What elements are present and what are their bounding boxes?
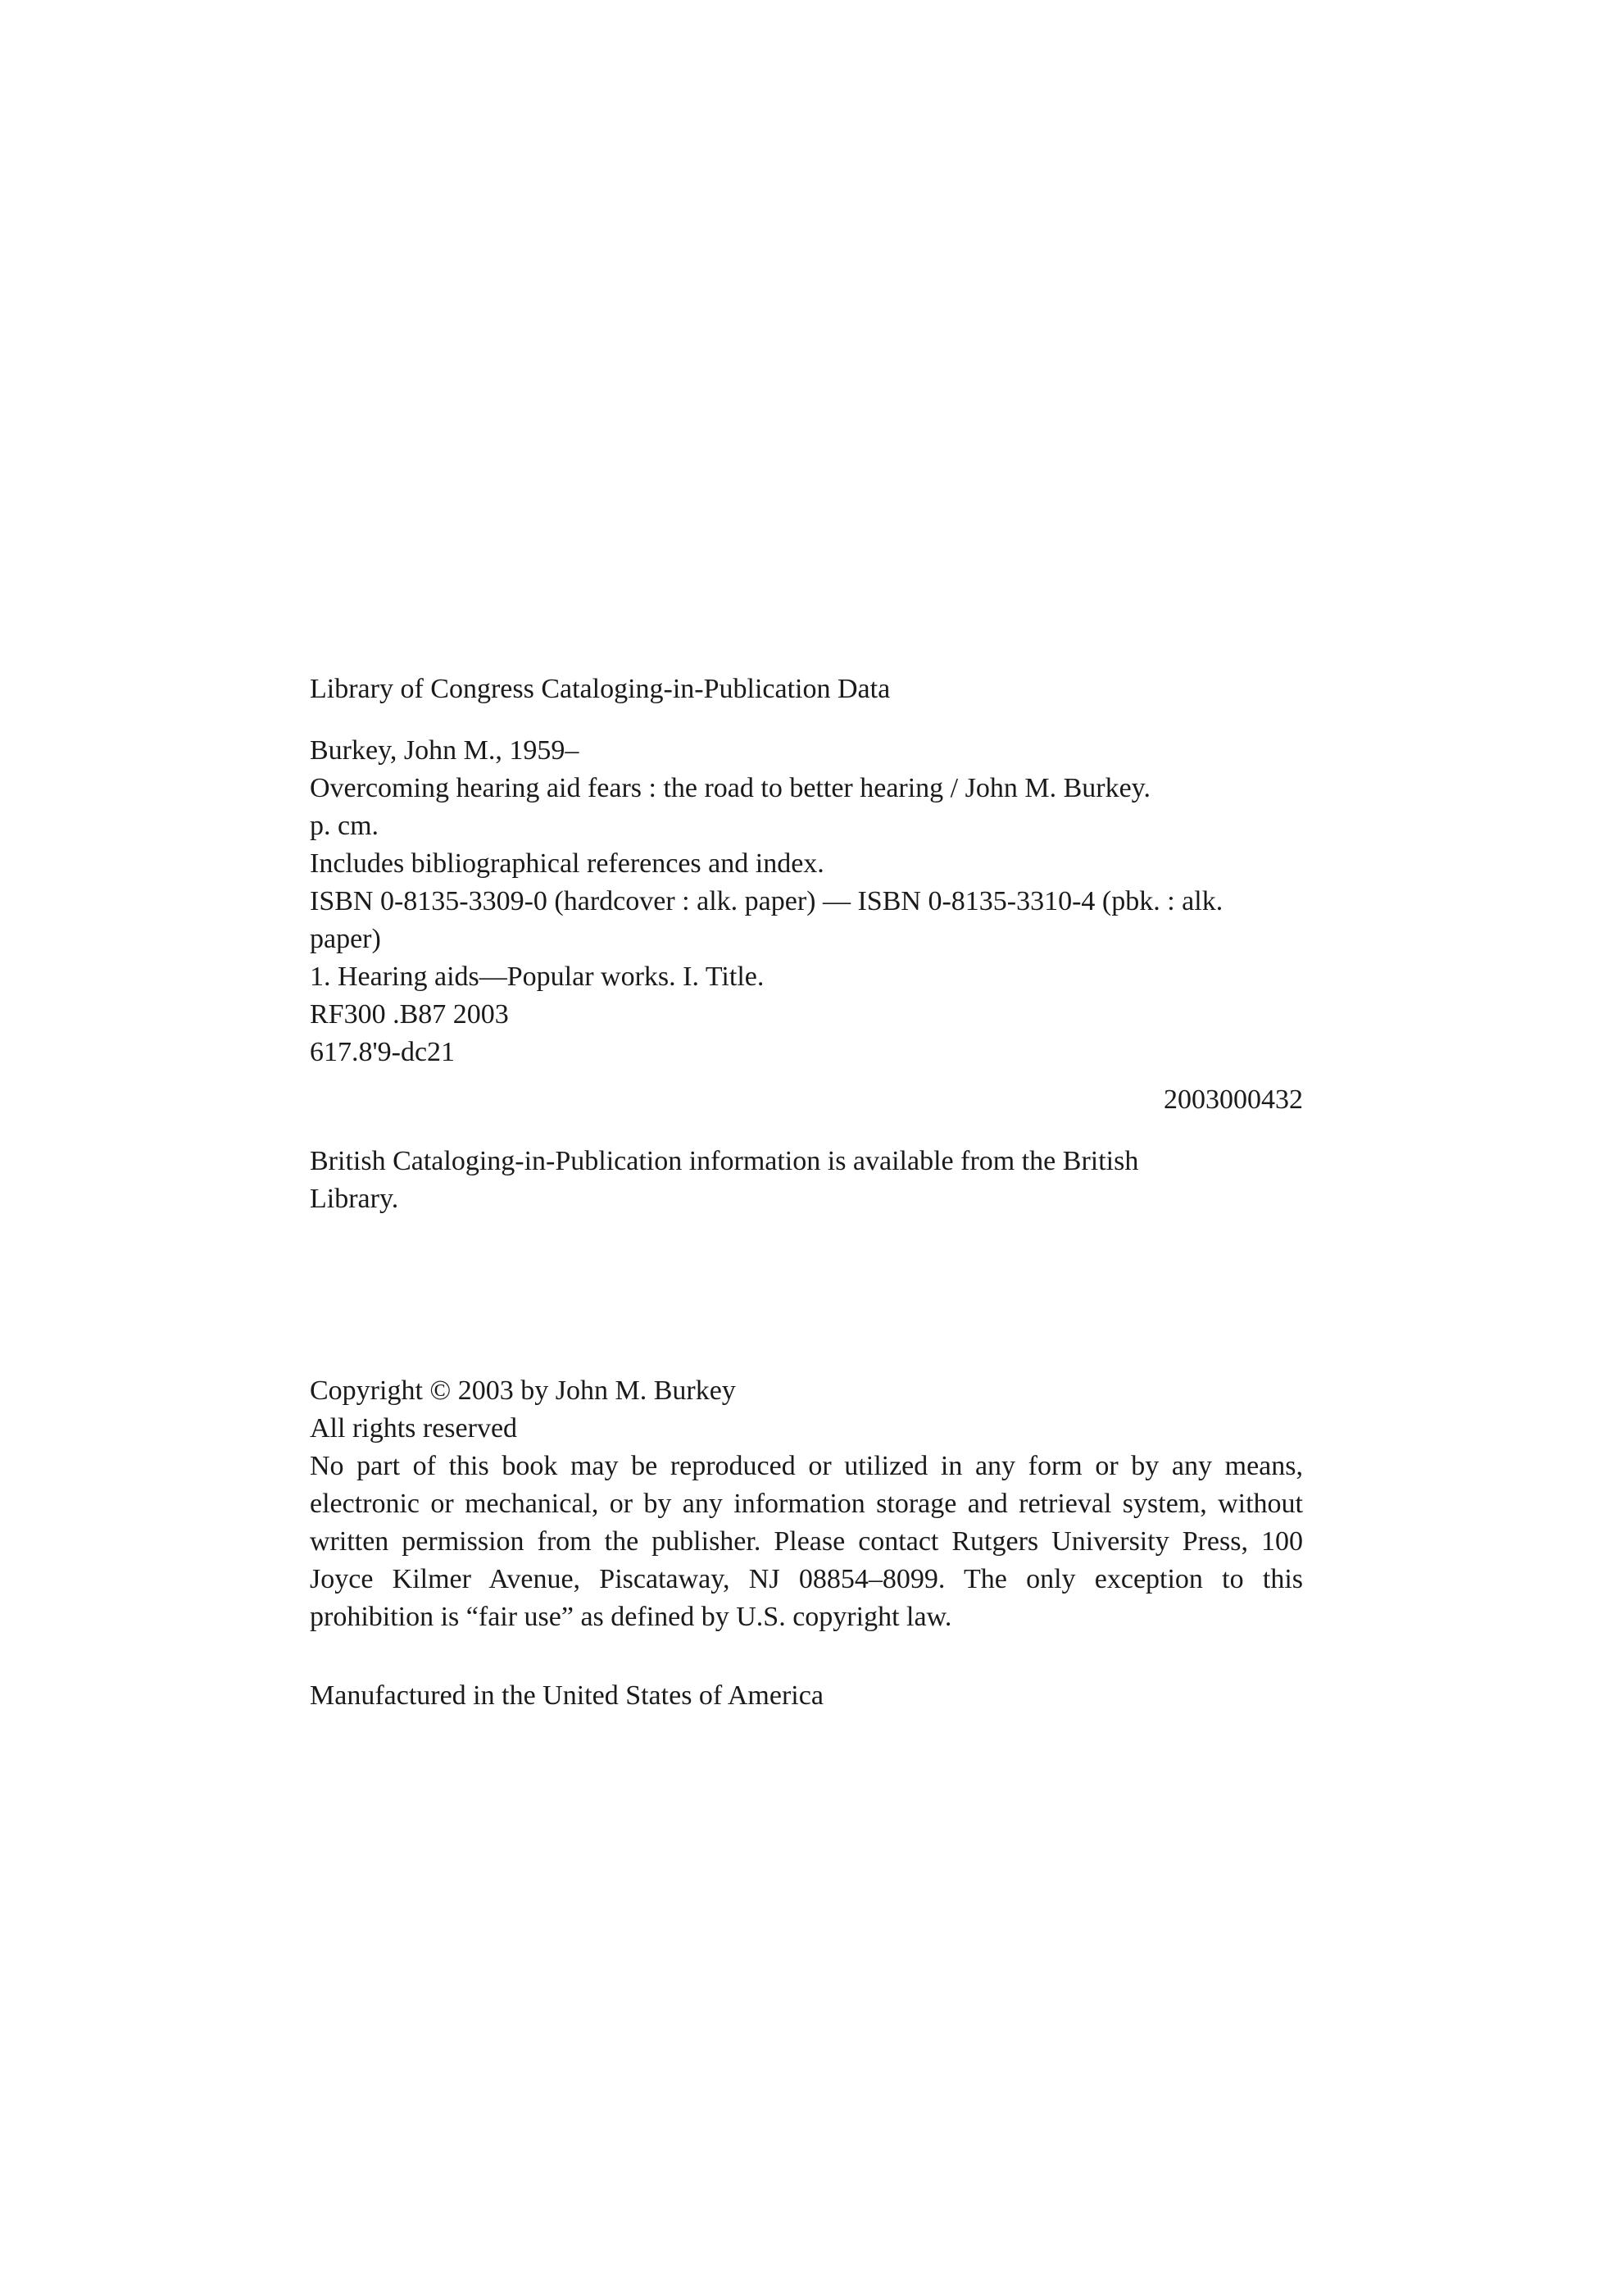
rights-reserved: All rights reserved	[310, 1413, 518, 1444]
cip-isbn: ISBN 0-8135-3309-0 (hardcover : alk. paper) — ISBN 0-8135-3310-4 (pbk. : alk.	[310, 886, 1223, 916]
cip-data-block	[310, 671, 1303, 1119]
cip-physical-description: p. cm.	[310, 811, 379, 841]
cip-lccn: 2003000432	[1164, 1084, 1303, 1115]
manufactured-note: Manufactured in the United States of America	[310, 1680, 824, 1711]
copyright-notice: Copyright © 2003 by John M. Burkey	[310, 1375, 736, 1406]
cip-title: Overcoming hearing aid fears : the road to better hearing / John M. Burkey.	[310, 773, 1151, 803]
cip-lc-classification: RF300 .B87 2003	[310, 999, 509, 1030]
british-cip-line: Library.	[310, 1184, 399, 1214]
cip-isbn-continued: paper)	[310, 924, 381, 954]
copyright-block	[310, 1372, 1303, 1636]
cip-dewey: 617.8'9-dc21	[310, 1037, 456, 1067]
copyright-statement: No part of this book may be reproduced or utilized in any form or by any means, electronic or mechanical, or by any information storage and retrieval system, without written permission from the publisher. Please contact Rutgers University Press, 100 Joyce Kilmer Avenue, Piscataway, NJ 08854–8099. The only exception to this prohibition is “fair use” as defined by U.S. copyright law.	[310, 1451, 1303, 1632]
cip-notes: Includes bibliographical references and index.	[310, 848, 824, 879]
british-cip-line: British Cataloging-in-Publication information is available from the British	[310, 1146, 1139, 1176]
cip-subjects: 1. Hearing aids—Popular works. I. Title.	[310, 962, 765, 992]
cip-author: Burkey, John M., 1959–	[310, 735, 579, 766]
british-cip-note	[310, 1143, 1303, 1218]
cip-heading: Library of Congress Cataloging-in-Publication Data	[310, 674, 891, 704]
